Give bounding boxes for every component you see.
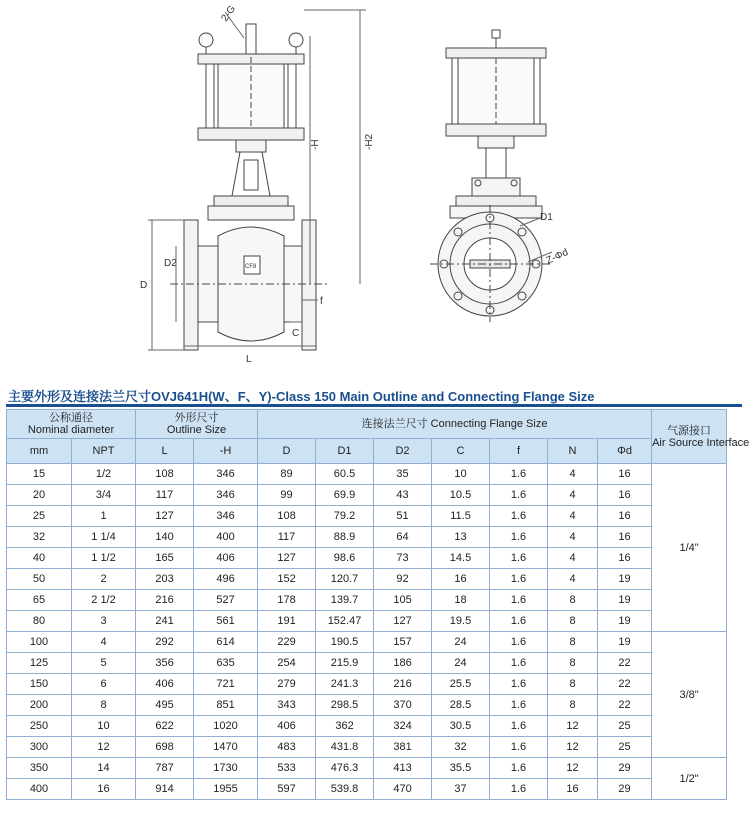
cell-h: 635 (194, 653, 258, 674)
cell-mm: 200 (7, 695, 72, 716)
cell-c: 25.5 (432, 674, 490, 695)
cell-mm: 150 (7, 674, 72, 695)
cell-f: 1.6 (490, 653, 548, 674)
table-row (7, 716, 727, 737)
cell-c: 14.5 (432, 548, 490, 569)
cell-f: 1.6 (490, 632, 548, 653)
header-flange: 连接法兰尺寸 Connecting Flange Size (258, 410, 652, 439)
cell-d2: 105 (374, 590, 432, 611)
cell-f: 1.6 (490, 737, 548, 758)
cell-h: 1730 (194, 758, 258, 779)
cell-phid: 22 (598, 653, 652, 674)
col-d2: D2 (374, 439, 432, 464)
cell-f: 1.6 (490, 779, 548, 800)
cell-d1: 152.47 (316, 611, 374, 632)
cell-f: 1.6 (490, 464, 548, 485)
cell-d: 152 (258, 569, 316, 590)
cell-mm: 40 (7, 548, 72, 569)
cell-l: 117 (136, 485, 194, 506)
cell-l: 165 (136, 548, 194, 569)
cell-n: 8 (548, 590, 598, 611)
cell-phid: 25 (598, 737, 652, 758)
cell-h: 851 (194, 695, 258, 716)
cell-d1: 120.7 (316, 569, 374, 590)
label-h2: -H2 (364, 133, 375, 150)
label-z-phi-d: Z-Φd (544, 247, 571, 267)
col-c: C (432, 439, 490, 464)
cell-h: 496 (194, 569, 258, 590)
cell-d: 191 (258, 611, 316, 632)
cell-n: 8 (548, 695, 598, 716)
cell-phid: 19 (598, 632, 652, 653)
cell-f: 1.6 (490, 758, 548, 779)
cell-d2: 216 (374, 674, 432, 695)
cell-n: 4 (548, 485, 598, 506)
cell-mm: 25 (7, 506, 72, 527)
cell-l: 108 (136, 464, 194, 485)
header-outline: 外形尺寸 Outline Size (136, 410, 258, 439)
cell-npt: 5 (72, 653, 136, 674)
table-row (7, 737, 727, 758)
cell-c: 10 (432, 464, 490, 485)
cell-n: 12 (548, 737, 598, 758)
label-d1: D1 (540, 212, 553, 223)
cell-d: 108 (258, 506, 316, 527)
cell-c: 28.5 (432, 695, 490, 716)
cell-f: 1.6 (490, 527, 548, 548)
header-nominal: 公称通径 Nominal diameter (7, 410, 136, 439)
cell-l: 622 (136, 716, 194, 737)
cell-phid: 16 (598, 464, 652, 485)
cell-d1: 190.5 (316, 632, 374, 653)
col-d: D (258, 439, 316, 464)
cell-h: 346 (194, 506, 258, 527)
cell-air-source: 1/2" (652, 758, 727, 800)
table-row (7, 611, 727, 632)
cell-c: 30.5 (432, 716, 490, 737)
cell-npt: 2 (72, 569, 136, 590)
cell-c: 11.5 (432, 506, 490, 527)
cell-d2: 92 (374, 569, 432, 590)
cell-n: 4 (548, 548, 598, 569)
cell-mm: 400 (7, 779, 72, 800)
front-actuator (198, 24, 304, 140)
table-row (7, 548, 727, 569)
cell-d1: 362 (316, 716, 374, 737)
table-row (7, 779, 727, 800)
cell-n: 8 (548, 611, 598, 632)
cell-h: 1020 (194, 716, 258, 737)
table-row (7, 464, 727, 485)
cell-d1: 298.5 (316, 695, 374, 716)
label-2g: 2-G (219, 3, 239, 24)
cell-h: 346 (194, 464, 258, 485)
table-row (7, 653, 727, 674)
cell-n: 4 (548, 527, 598, 548)
cell-d2: 470 (374, 779, 432, 800)
label-f: f (320, 296, 323, 307)
cell-d1: 476.3 (316, 758, 374, 779)
cell-d: 117 (258, 527, 316, 548)
cell-d2: 73 (374, 548, 432, 569)
cell-l: 140 (136, 527, 194, 548)
cell-h: 346 (194, 485, 258, 506)
cell-phid: 29 (598, 758, 652, 779)
cell-f: 1.6 (490, 506, 548, 527)
spec-table (6, 409, 749, 800)
cell-d2: 381 (374, 737, 432, 758)
cell-d1: 60.5 (316, 464, 374, 485)
cell-d: 99 (258, 485, 316, 506)
col-mm: mm (7, 439, 72, 464)
cell-mm: 125 (7, 653, 72, 674)
cell-c: 13 (432, 527, 490, 548)
cell-l: 495 (136, 695, 194, 716)
cell-f: 1.6 (490, 716, 548, 737)
cell-phid: 16 (598, 506, 652, 527)
col-f: f (490, 439, 548, 464)
cell-n: 8 (548, 653, 598, 674)
cell-d: 178 (258, 590, 316, 611)
cell-d: 483 (258, 737, 316, 758)
cell-n: 12 (548, 716, 598, 737)
cell-c: 32 (432, 737, 490, 758)
table-row (7, 506, 727, 527)
cell-d2: 413 (374, 758, 432, 779)
cell-f: 1.6 (490, 611, 548, 632)
cell-c: 35.5 (432, 758, 490, 779)
cell-npt: 12 (72, 737, 136, 758)
cell-h: 614 (194, 632, 258, 653)
col-phid: Φd (598, 439, 652, 464)
cell-f: 1.6 (490, 674, 548, 695)
cell-d: 343 (258, 695, 316, 716)
cell-f: 1.6 (490, 548, 548, 569)
cell-l: 127 (136, 506, 194, 527)
valve-technical-drawing (0, 0, 748, 372)
cell-h: 1470 (194, 737, 258, 758)
label-h: -H (310, 139, 321, 150)
cell-mm: 80 (7, 611, 72, 632)
cell-f: 1.6 (490, 590, 548, 611)
cell-f: 1.6 (490, 695, 548, 716)
cell-l: 914 (136, 779, 194, 800)
cell-l: 356 (136, 653, 194, 674)
cell-h: 1955 (194, 779, 258, 800)
cell-f: 1.6 (490, 485, 548, 506)
cell-npt: 1 1/2 (72, 548, 136, 569)
cell-d2: 127 (374, 611, 432, 632)
cell-l: 406 (136, 674, 194, 695)
cell-phid: 22 (598, 674, 652, 695)
cell-n: 16 (548, 779, 598, 800)
cell-h: 527 (194, 590, 258, 611)
cell-npt: 2 1/2 (72, 590, 136, 611)
cell-d: 279 (258, 674, 316, 695)
label-nameplate: CF8 (245, 264, 257, 270)
cell-c: 24 (432, 632, 490, 653)
table-row (7, 632, 727, 653)
cell-d2: 43 (374, 485, 432, 506)
label-l: L (246, 354, 252, 365)
cell-d1: 88.9 (316, 527, 374, 548)
cell-d: 597 (258, 779, 316, 800)
side-flange-view (430, 205, 552, 322)
cell-h: 721 (194, 674, 258, 695)
cell-npt: 1 (72, 506, 136, 527)
cell-phid: 16 (598, 485, 652, 506)
cell-h: 561 (194, 611, 258, 632)
page-title: 主要外形及连接法兰尺寸OVJ641H(W、F、Y)-Class 150 Main Outline and Connecting Flange Size (8, 389, 595, 404)
cell-d: 533 (258, 758, 316, 779)
cell-phid: 25 (598, 716, 652, 737)
cell-npt: 3/4 (72, 485, 136, 506)
table-row (7, 569, 727, 590)
cell-h: 400 (194, 527, 258, 548)
cell-phid: 19 (598, 569, 652, 590)
cell-n: 4 (548, 464, 598, 485)
cell-phid: 29 (598, 779, 652, 800)
cell-d2: 51 (374, 506, 432, 527)
cell-d1: 241.3 (316, 674, 374, 695)
cell-d2: 370 (374, 695, 432, 716)
cell-d1: 539.8 (316, 779, 374, 800)
cell-l: 203 (136, 569, 194, 590)
cell-mm: 350 (7, 758, 72, 779)
cell-l: 292 (136, 632, 194, 653)
cell-d1: 79.2 (316, 506, 374, 527)
cell-phid: 19 (598, 611, 652, 632)
table-row (7, 485, 727, 506)
table-row (7, 758, 727, 779)
cell-l: 787 (136, 758, 194, 779)
cell-mm: 100 (7, 632, 72, 653)
cell-l: 216 (136, 590, 194, 611)
cell-d2: 186 (374, 653, 432, 674)
cell-mm: 20 (7, 485, 72, 506)
cell-d1: 431.8 (316, 737, 374, 758)
table-row (7, 590, 727, 611)
cell-npt: 4 (72, 632, 136, 653)
cell-mm: 50 (7, 569, 72, 590)
front-yoke (208, 140, 294, 220)
cell-npt: 16 (72, 779, 136, 800)
title-underline (6, 404, 742, 407)
cell-d2: 35 (374, 464, 432, 485)
cell-h: 406 (194, 548, 258, 569)
cell-c: 18 (432, 590, 490, 611)
cell-d2: 64 (374, 527, 432, 548)
cell-phid: 16 (598, 548, 652, 569)
cell-mm: 250 (7, 716, 72, 737)
table-row (7, 695, 727, 716)
cell-phid: 22 (598, 695, 652, 716)
cell-d1: 139.7 (316, 590, 374, 611)
cell-phid: 19 (598, 590, 652, 611)
cell-d1: 98.6 (316, 548, 374, 569)
cell-air-source: 1/4" (652, 464, 727, 632)
table-row (7, 527, 727, 548)
col-l: L (136, 439, 194, 464)
col-npt: NPT (72, 439, 136, 464)
cell-d2: 324 (374, 716, 432, 737)
cell-npt: 8 (72, 695, 136, 716)
cell-npt: 1 1/4 (72, 527, 136, 548)
cell-phid: 16 (598, 527, 652, 548)
cell-d: 406 (258, 716, 316, 737)
col-n: N (548, 439, 598, 464)
cell-npt: 10 (72, 716, 136, 737)
table-row (7, 674, 727, 695)
cell-n: 4 (548, 506, 598, 527)
cell-mm: 15 (7, 464, 72, 485)
cell-mm: 65 (7, 590, 72, 611)
cell-l: 241 (136, 611, 194, 632)
cell-d: 229 (258, 632, 316, 653)
cell-c: 10.5 (432, 485, 490, 506)
cell-c: 24 (432, 653, 490, 674)
cell-npt: 3 (72, 611, 136, 632)
cell-d2: 157 (374, 632, 432, 653)
cell-c: 16 (432, 569, 490, 590)
label-c: C (292, 328, 300, 339)
cell-n: 4 (548, 569, 598, 590)
cell-mm: 32 (7, 527, 72, 548)
cell-npt: 1/2 (72, 464, 136, 485)
cell-l: 698 (136, 737, 194, 758)
cell-n: 8 (548, 632, 598, 653)
cell-npt: 6 (72, 674, 136, 695)
label-d2: D2 (164, 258, 177, 269)
col-h: -H (194, 439, 258, 464)
cell-d1: 69.9 (316, 485, 374, 506)
cell-mm: 300 (7, 737, 72, 758)
header-air-source: 气源接口 Air Source Interface (652, 410, 727, 464)
cell-c: 37 (432, 779, 490, 800)
cell-n: 12 (548, 758, 598, 779)
side-yoke (450, 136, 542, 218)
col-d1: D1 (316, 439, 374, 464)
cell-d: 254 (258, 653, 316, 674)
cell-n: 8 (548, 674, 598, 695)
side-actuator (446, 30, 546, 136)
cell-air-source: 3/8" (652, 632, 727, 758)
cell-f: 1.6 (490, 569, 548, 590)
label-d: D (140, 280, 148, 291)
cell-d: 127 (258, 548, 316, 569)
cell-d: 89 (258, 464, 316, 485)
front-valve-body (170, 220, 330, 350)
cell-npt: 14 (72, 758, 136, 779)
cell-c: 19.5 (432, 611, 490, 632)
cell-d1: 215.9 (316, 653, 374, 674)
